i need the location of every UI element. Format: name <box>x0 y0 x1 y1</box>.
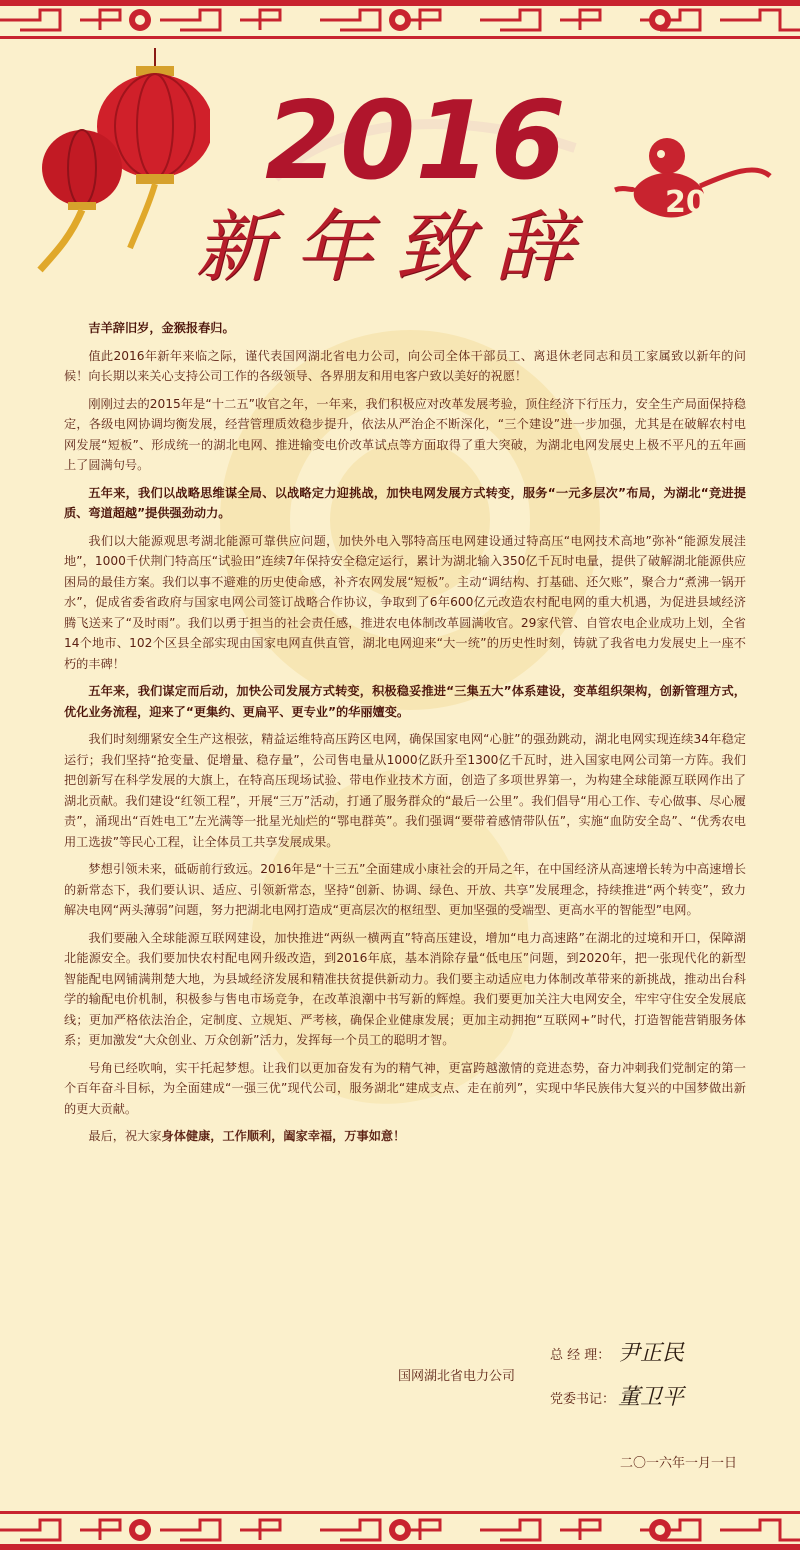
top-decorative-border <box>0 0 800 46</box>
letter-closing <box>64 1126 746 1147</box>
letter-paragraphs <box>64 346 746 1120</box>
year-text: 2016 <box>265 79 566 198</box>
letter-paragraph: 我们要融入全球能源互联网建设，加快推进“两纵一横两直”特高压建设，增加“电力高速路”在湖北的过境和开口，保障湖北能源安全。我们要加快农村配电网升级改造，到2016年底，基本消除存量“低电压”问题，到2020年，把一张现代化的新型智能配电网铺满荆楚大地，为县域经济发展和精准扶贫提供新动力。我们要主动适应电力体制改革带来的新挑战，推动出台科学的输配电价机制，积极参与售电市场竞争，在改革浪潮中书写新的辉煌。我们要更加关注大电网安全，牢牢守住安全发展底线；更加严格依法治企，定制度、立规矩、严考核，确保企业健康发展；更加主动拥抱“互联网+”时代，打造智能营销服务体系；更加激发“大众创业、万众创新”活力，发挥每一个员工的聪明才智。 <box>64 930 746 1047</box>
closing-wishes: 身体健康，工作顺利，阖家幸福，万事如意！ <box>161 1129 406 1143</box>
secretary-title: 党委书记： <box>550 1392 616 1407</box>
company-name: 国网湖北省电力公司 <box>398 1369 516 1384</box>
gm-signature: 尹正民 <box>618 1341 685 1366</box>
letter-paragraph: 刚刚过去的2015年是“十二五”收官之年，一年来，我们积极应对改革发展考验，顶住经济下行压力，安全生产局面保持稳定，各级电网协调均衡发展，经营管理质效稳步提升，依法从严治企不断深化，“三个建设”进一步加强，尤其是在破解农村电网发展“短板”、形成统一的湖北电网、推进输变电价改革试点等方面取得了重大突破，为湖北电网发展史上极不平凡的五年画上了圆满句号。 <box>64 396 746 472</box>
monkey-year-text: 2016 <box>665 185 749 220</box>
letter-paragraph: 五年来，我们谋定而后动，加快公司发展方式转变，积极稳妥推进“三集五大”体系建设，变革组织架构，创新管理方式，优化业务流程，迎来了“更集约、更扁平、更专业”的华丽嬗变。 <box>64 684 746 719</box>
letter-paragraph: 我们以大能源观思考湖北能源可靠供应问题，加快外电入鄂特高压电网建设通过特高压“电网技术高地”弥补“能源发展洼地”，1000千伏荆门特高压“试验田”连续7年保持安全稳定运行，累计为湖北输入350亿千瓦时电量，提供了破解湖北能源供应困局的最佳方案。我们以事不避难的历史使命感，补齐农网发展“短板”。主动“调结构、打基础、还欠账”，聚合力“煮沸一锅开水”，促成省委省政府与国家电网公司签订战略合作协议，争取到了6年600亿元改造农村配电网的重大机遇，为促进县域经济腾飞送来了“及时雨”。我们以勇于担当的社会责任感，推进农电体制改革圆满收官。29家代管、自管农电企业成功上划，全省14个地市、102个区县全部实现由国家电网直供直管，湖北电网迎来“大一统”的历史性时刻，铸就了我省电力发展史上一座不朽的丰碑！ <box>64 533 746 671</box>
letter-paragraph: 五年来，我们以战略思维谋全局、以战略定力迎挑战，加快电网发展方式转变，服务“一元多层次”布局，为湖北“竞进提质、弯道超越”提供强劲动力。 <box>64 485 746 520</box>
letter-date: 二〇一六年一月一日 <box>620 1456 738 1471</box>
year-2016-calligraphy <box>255 78 585 198</box>
closing-prefix: 最后，祝大家 <box>88 1129 162 1143</box>
letter-body <box>64 318 746 1154</box>
letter-greeting: 吉羊辞旧岁，金猴报春归。 <box>88 321 235 335</box>
secretary-signature: 董卫平 <box>618 1385 685 1410</box>
letter-paragraph: 我们时刻绷紧安全生产这根弦，精益运维特高压跨区电网，确保国家电网“心脏”的强劲跳动，湖北电网实现连续34年稳定运行；我们坚持“抢变量、促增量、稳存量”，公司售电量从1000亿跃升至1300亿千瓦时，进入国家电网公司第一方阵。我们把创新写在科学发展的大旗上，在特高压现场试验、带电作业技术方面，创造了多项世界第一，为构建全球能源互联网作出了湖北贡献。我们建设“红领工程”，开展“三万”活动，打通了服务群众的“最后一公里”。我们倡导“用心工作、专心做事、尽心履责”，涌现出“百姓电工”左光满等一批星光灿烂的“鄂电群英”。我们强调“要带着感情带队伍”，实施“血防安全岛”、“优秀农电用工选拔”等民心工程，让全体员工共享发展成果。 <box>64 732 746 849</box>
red-lanterns <box>30 48 210 278</box>
monkey-papercut-icon <box>605 128 775 238</box>
gm-title: 总 经 理： <box>550 1348 611 1363</box>
letter-paragraph: 号角已经吹响，实干托起梦想。让我们以更加奋发有为的精气神，更富跨越激情的竞进态势，奋力冲刺我们党制定的第一个百年奋斗目标，为全面建成“一强三优”现代公司，服务湖北“建成支点、走在前列”，实现中华民族伟大复兴的中国梦做出新的更大贡献。 <box>64 1060 746 1116</box>
letter-paragraph: 值此2016年新年来临之际，谨代表国网湖北省电力公司，向公司全体干部员工、离退休老同志和员工家属致以新年的问候！向长期以来关心支持公司工作的各级领导、各界朋友和用电客户致以美好的祝愿！ <box>64 348 746 383</box>
letter-paragraph: 梦想引领未来，砥砺前行致远。2016年是“十三五”全面建成小康社会的开局之年，在中国经济从高速增长转为中高速增长的新常态下，我们要认识、适应、引领新常态，坚持“创新、协调、绿色、开放、共享”发展理念，持续推进“两个转变”，致力解决电网“两头薄弱”问题，努力把湖北电网打造成“更高层次的枢纽型、更加坚强的受端型、更高水平的智能型”电网。 <box>64 862 746 917</box>
page-title: 新年致辞 <box>195 203 596 293</box>
bottom-decorative-border <box>0 1504 800 1550</box>
